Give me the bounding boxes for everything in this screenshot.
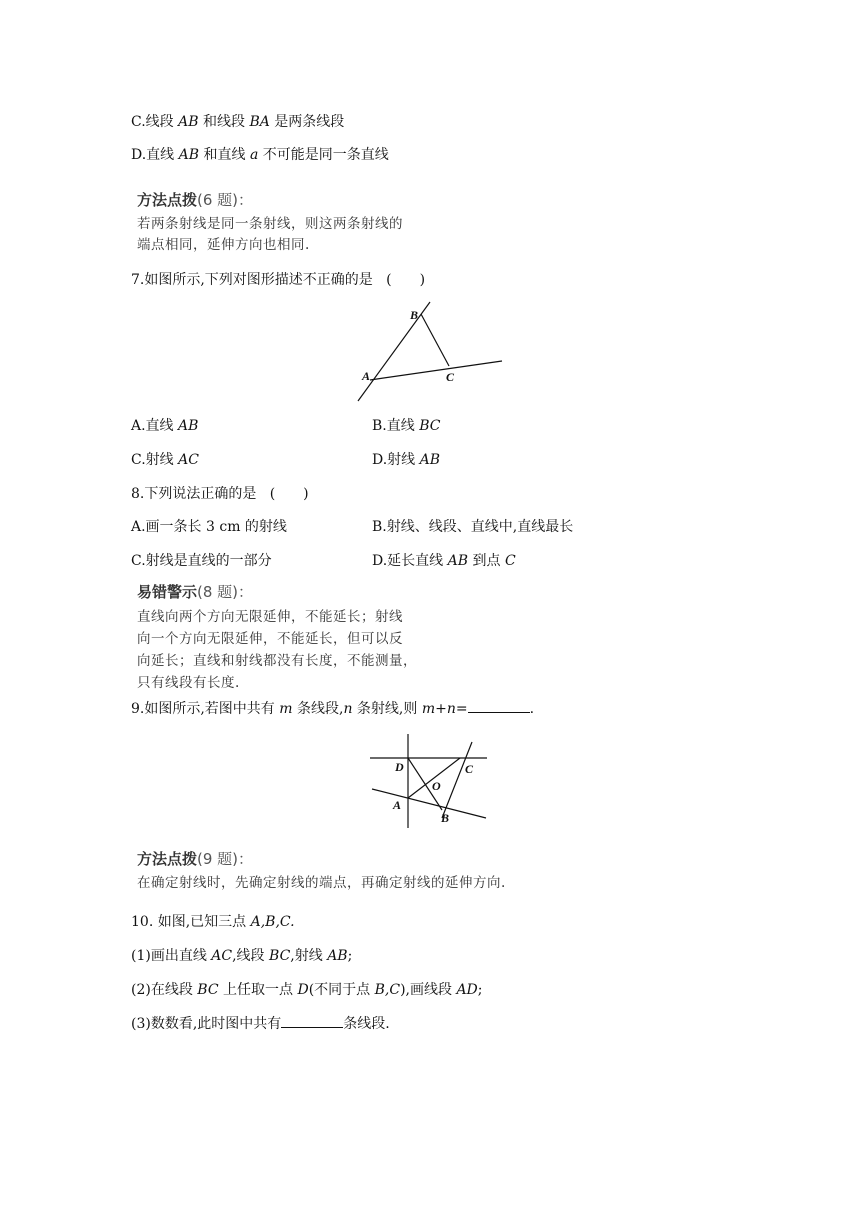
q8-stem: 8.下列说法正确的是 ( ) xyxy=(131,486,309,502)
q7-label-c: C xyxy=(446,370,455,384)
q7-label-a: A xyxy=(362,369,371,383)
q9-label-b: B xyxy=(441,811,450,825)
q8-tip-line-2: 向一个方向无限延伸，不能延长，但可以反 xyxy=(137,631,403,647)
q10-step-3: (3)数数看,此时图中共有 条线段. xyxy=(131,1016,390,1032)
q9-tip-line-1: 在确定射线时，先确定射线的端点，再确定射线的延伸方向. xyxy=(137,875,506,891)
q7-option-d: D.射线 AB xyxy=(372,452,441,468)
q8-option-d: D.延长直线 AB 到点 C xyxy=(372,553,516,569)
q10-step-1: (1)画出直线 AC,线段 BC,射线 AB; xyxy=(131,948,353,964)
q8-tip-line-3: 向延长；直线和射线都没有长度，不能测量， xyxy=(137,653,417,669)
q7-line-ab xyxy=(358,302,430,401)
q10-answer-blank[interactable] xyxy=(281,1015,343,1028)
q6-tip-title: 方法点拨(6 题)： xyxy=(137,191,254,209)
q10-step-2: (2)在线段 BC 上任取一点 D(不同于点 B,C),画线段 AD; xyxy=(131,982,483,998)
q7-option-c: C.射线 AC xyxy=(131,452,199,468)
q8-option-b: B.射线、线段、直线中,直线最长 xyxy=(372,519,574,535)
q9-label-o: O xyxy=(432,779,441,793)
q9-line-bottom xyxy=(372,789,486,818)
q7-option-b: B.直线 BC xyxy=(372,418,441,434)
q9-figure xyxy=(368,732,490,830)
q9-answer-blank[interactable] xyxy=(468,700,530,713)
q9-ray-bc xyxy=(442,742,472,818)
q8-tip-line-1: 直线向两个方向无限延伸，不能延长；射线 xyxy=(137,609,403,625)
q9-label-c: C xyxy=(465,762,474,776)
q7-segment-bc xyxy=(421,314,449,366)
q9-label-d: D xyxy=(395,760,404,774)
q6-option-c: C.线段 AB 和线段 BA 是两条线段 xyxy=(131,114,345,130)
q6-tip-line-2: 端点相同，延伸方向也相同. xyxy=(137,237,310,253)
q8-option-a: A.画一条长 3 cm 的射线 xyxy=(131,519,287,535)
q8-tip-title: 易错警示(8 题)： xyxy=(137,583,254,601)
q9-stem: 9.如图所示,若图中共有 m 条线段,n 条射线,则 m+n= . xyxy=(131,701,535,717)
q10-stem: 10. 如图,已知三点 A,B,C. xyxy=(131,914,295,930)
q7-label-b: B xyxy=(410,308,419,322)
q6-tip-line-1: 若两条射线是同一条射线，则这两条射线的 xyxy=(137,216,403,232)
q9-tip-title: 方法点拨(9 题)： xyxy=(137,850,254,868)
q8-option-c: C.射线是直线的一部分 xyxy=(131,553,272,569)
q8-tip-line-4: 只有线段有长度. xyxy=(137,675,240,691)
q7-figure xyxy=(352,300,512,405)
q6-option-d: D.直线 AB 和直线 a 不可能是同一条直线 xyxy=(131,147,389,163)
q7-stem: 7.如图所示,下列对图形描述不正确的是 ( ) xyxy=(131,272,426,288)
q9-label-a: A xyxy=(393,798,402,812)
q7-option-a: A.直线 AB xyxy=(131,418,199,434)
q7-line-ac xyxy=(370,361,502,380)
